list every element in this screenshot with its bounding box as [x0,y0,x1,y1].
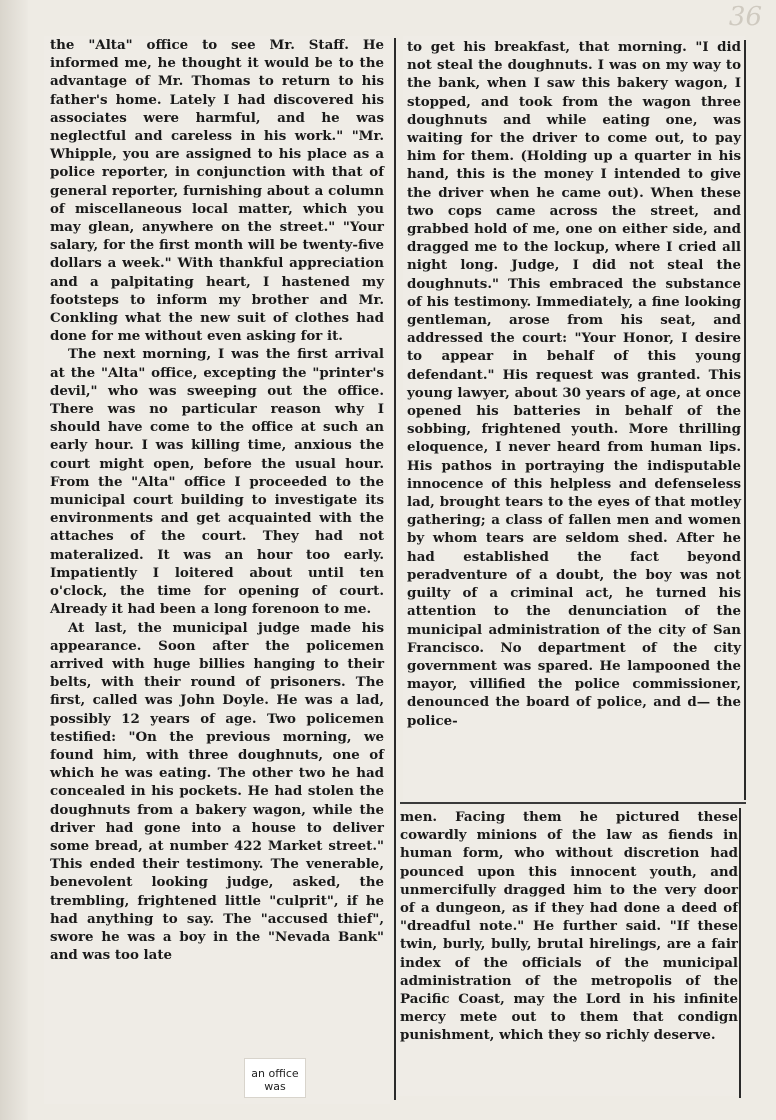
right-column-bottom [396,806,742,1096]
margin-number: 36 [728,2,762,32]
left-paragraph-3: At last, the municipal judge made his appearance. Soon after the policemen arrived with huge billies hanging to their belts, with their round of prisoners. The first, called was John Doyle. He was a lad, possibly 12 years of age. Two policemen testified: "On the previous morning, we found him, with three doughnuts, one of which he was eating. The other two he had concealed in his pockets. He had stolen the doughnuts from a bakery wagon, while the driver had gone into a house to deliver some bread, at number 422 Market street." This ended their testimony. The venerable, benevolent looking judge, asked, the trembling, frightened little "culprit", if he had anything to say. The "accused thief", swore he was a boy in the "Nevada Bank" and was too late [50,619,384,964]
right-bottom-paragraph: men. Facing them he pictured these cowardly minions of the law as fiends in human form, who without discretion had pounced upon this innocent youth, and unmercifully dragged him to the very door of a dungeon, as if they had done a deed of "dreadful note." He further said. "If these twin, burly, bully, brutal hirelings, are a fair index of the officials of the municipal administration of the metropolis of the Pacific Coast, may the Lord in his infinite mercy mete out to them that condign punishment, which they so richly deserve. [400,809,738,1044]
column-break-rule [400,802,746,804]
left-paragraph-1: the "Alta" office to see Mr. Staff. He informed me, he thought it would be to the advantage of Mr. Thomas to return to his father's home. Lately I had discovered his associates were harmful, and he was neglectful and careless in his work." "Mr. Whipple, you are assigned to his place as a police reporter, in conjunction with that of general reporter, furnishing about a column of miscellaneous local matter, which you may glean, anywhere on the street." "Your salary, for the first month will be twenty-five dollars a week." With thankful appreciation and a palpitating heart, I hastened my footsteps to inform my brother and Mr. Conkling what the new suit of clothes had done for me without even asking for it. [50,37,384,345]
column-rule-right-top [744,40,746,800]
right-column-top [403,36,745,802]
column-rule-right-bottom [739,808,741,1098]
right-top-paragraph: to get his breakfast, that morning. "I did not steal the doughnuts. I was on my way to the bank, when I saw this bakery wagon, I stopped, and took from the wagon three doughnuts and while eating one, was waiting for the driver to come out, to pay him for them. (Holding up a quarter in his hand, this is the money I intended to give the driver when he came out). When these two cops came across the street, and grabbed hold of me, one on either side, and dragged me to the lockup, where I cried all night long. Judge, I did not steal the doughnuts." This embraced the substance of his testimony. Immediately, a fine looking gentleman, arose from his seat, and addressed the court: "Your Honor, I desire to appear in behalf of this young defendant." His request was granted. This young lawyer, about 30 years of age, at once opened his batteries in behalf of the sobbing, frightened youth. More thrilling eloquence, I never heard from human lips. His pathos in portraying the indisputable innocence of this helpless and defenseless lad, brought tears to the eyes of that motley gathering; a class of fallen men and women by whom tears are seldom shed. After he had established the fact beyond peradventure of a doubt, the boy was not guilty of a criminal act, he turned his attention to the denunciation of the municipal administration of the city of San Francisco. No department of the city government was spared. He lampooned the mayor, villified the police commissioner, denounced the board of police, and d— the police- [407,39,741,729]
left-column [44,36,390,1104]
scan-edge [0,0,28,1120]
left-paragraph-2: The next morning, I was the first arrival at the "Alta" office, excepting the "printer's devil," who was sweeping out the office. There was no particular reason why I should have come to the office at such an early hour. I was killing time, anxious the court might open, before the usual hour. From the "Alta" office I proceeded to the municipal court building to investigate its environments and get acquainted with the attaches of the court. They had not materalized. It was an hour too early. Impatiently I loitered about until ten o'clock, the time for opening of court. Already it had been a long forenoon to me. [50,346,384,618]
paper-patch-label: an office was [244,1058,306,1098]
